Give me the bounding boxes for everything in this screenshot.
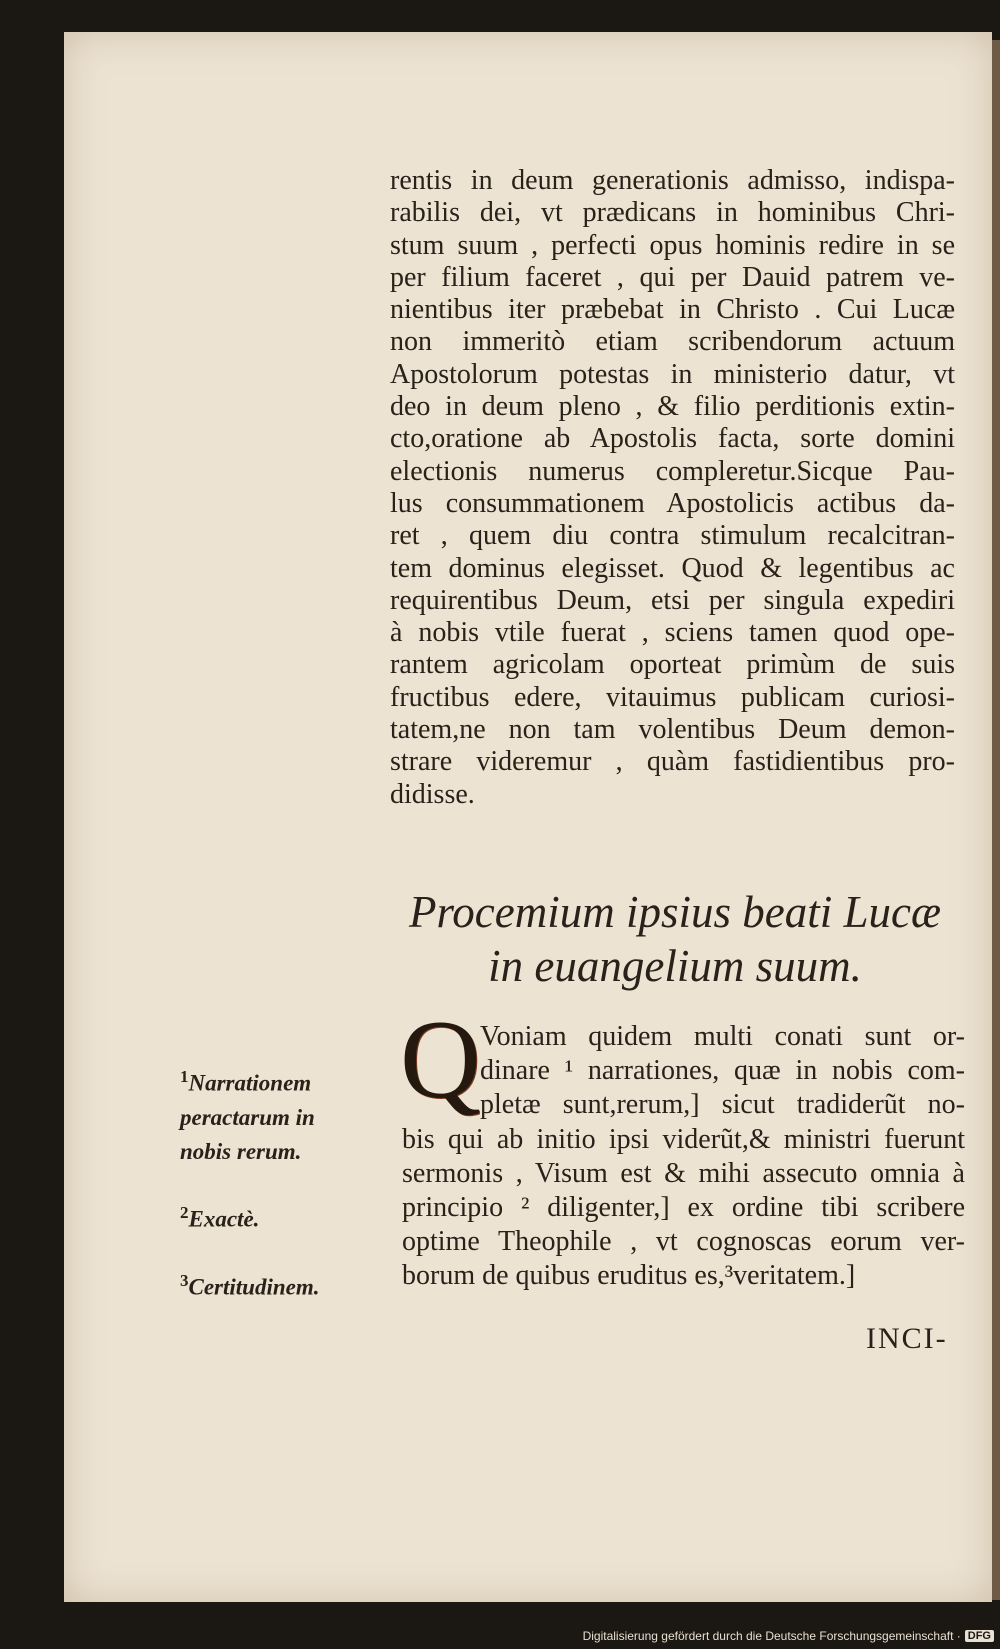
text-line: cto,oratione ab Apostolis facta, sorte domini xyxy=(390,423,955,455)
heading-line-2: in euangelium suum. xyxy=(488,941,862,991)
margin-note-2 xyxy=(180,1196,259,1237)
text-line: fructibus edere, vitauimus publicam curiosi- xyxy=(390,681,955,713)
text-line: stum suum , perfecti opus hominis redire in se xyxy=(390,229,955,261)
margin-note-line: nobis rerum. xyxy=(180,1138,302,1164)
text-line: nientibus iter præbebat in Christo . Cui Lucæ xyxy=(390,294,955,326)
section-heading xyxy=(380,885,970,993)
text-line: à nobis vtile fuerat , sciens tamen quod ope- xyxy=(390,617,955,649)
proem-text xyxy=(402,1020,965,1294)
margin-note-1 xyxy=(180,1060,315,1169)
text-line: Voniam quidem multi conati sunt or- xyxy=(480,1021,965,1052)
margin-note-line: Certitudinem. xyxy=(188,1274,320,1300)
text-line: deo in deum pleno , & filio perditionis extin- xyxy=(390,391,955,423)
text-line: borum de quibus eruditus es,³veritatem.] xyxy=(402,1260,856,1292)
text-line: sermonis , Visum est & mihi assecuto omnia à xyxy=(402,1157,965,1189)
text-line: strare videremur , quàm fastidientibus pro- xyxy=(390,746,955,778)
drop-initial: Q xyxy=(400,998,481,1122)
text-line: tem dominus elegisset. Quod & legentibus ac xyxy=(390,552,955,584)
text-line: Apostolorum potestas in ministerio datur, vt xyxy=(390,358,955,390)
text-line: didisse. xyxy=(390,778,475,810)
body-text xyxy=(390,165,955,811)
footer-text: Digitalisierung gefördert durch die Deutsche Forschungsgemeinschaft · xyxy=(582,1629,961,1643)
margin-note-number: 1 xyxy=(180,1067,189,1086)
text-line: per filium faceret , qui per Dauid patrem ve- xyxy=(390,261,955,293)
text-line: electionis numerus compleretur.Sicque Pau- xyxy=(390,455,955,487)
heading-line-1: Procemium ipsius beati Lucæ xyxy=(408,887,942,937)
margin-note-line: peractarum in xyxy=(180,1104,315,1130)
margin-note-number: 2 xyxy=(180,1203,189,1222)
text-line: ret , quem diu contra stimulum recalcitran- xyxy=(390,520,955,552)
page-edge xyxy=(992,40,1000,1600)
text-line: optime Theophile , vt cognoscas eorum ver- xyxy=(402,1226,965,1258)
margin-note-line: Narrationem xyxy=(188,1070,312,1096)
catchword: INCI- xyxy=(866,1322,948,1355)
digitization-footer xyxy=(583,1629,994,1643)
margin-note-number: 3 xyxy=(180,1271,189,1290)
text-line: bis qui ab initio ipsi viderũt,& ministri fuerunt xyxy=(402,1123,965,1155)
text-line: pletæ sunt,rerum,] sicut tradiderũt no- xyxy=(480,1089,965,1121)
text-line: dinare ¹ narrationes, quæ in nobis com- xyxy=(480,1055,965,1087)
dfg-logo: DFG xyxy=(965,1630,994,1642)
text-line: rentis in deum generationis admisso, indispa- xyxy=(390,165,955,196)
text-line: rabilis dei, vt prædicans in hominibus Chri- xyxy=(390,197,955,229)
text-line: rantem agricolam oporteat primùm de suis xyxy=(390,649,955,681)
text-line: non immeritò etiam scribendorum actuum xyxy=(390,326,955,358)
text-line: tatem,ne non tam volentibus Deum demon- xyxy=(390,714,955,746)
text-line: principio ² diligenter,] ex ordine tibi scribere xyxy=(402,1191,965,1223)
text-line: lus consummationem Apostolicis actibus da- xyxy=(390,487,955,519)
margin-note-line: Exactè. xyxy=(188,1206,260,1232)
text-line: requirentibus Deum, etsi per singula expediri xyxy=(390,584,955,616)
margin-note-3 xyxy=(180,1264,320,1305)
